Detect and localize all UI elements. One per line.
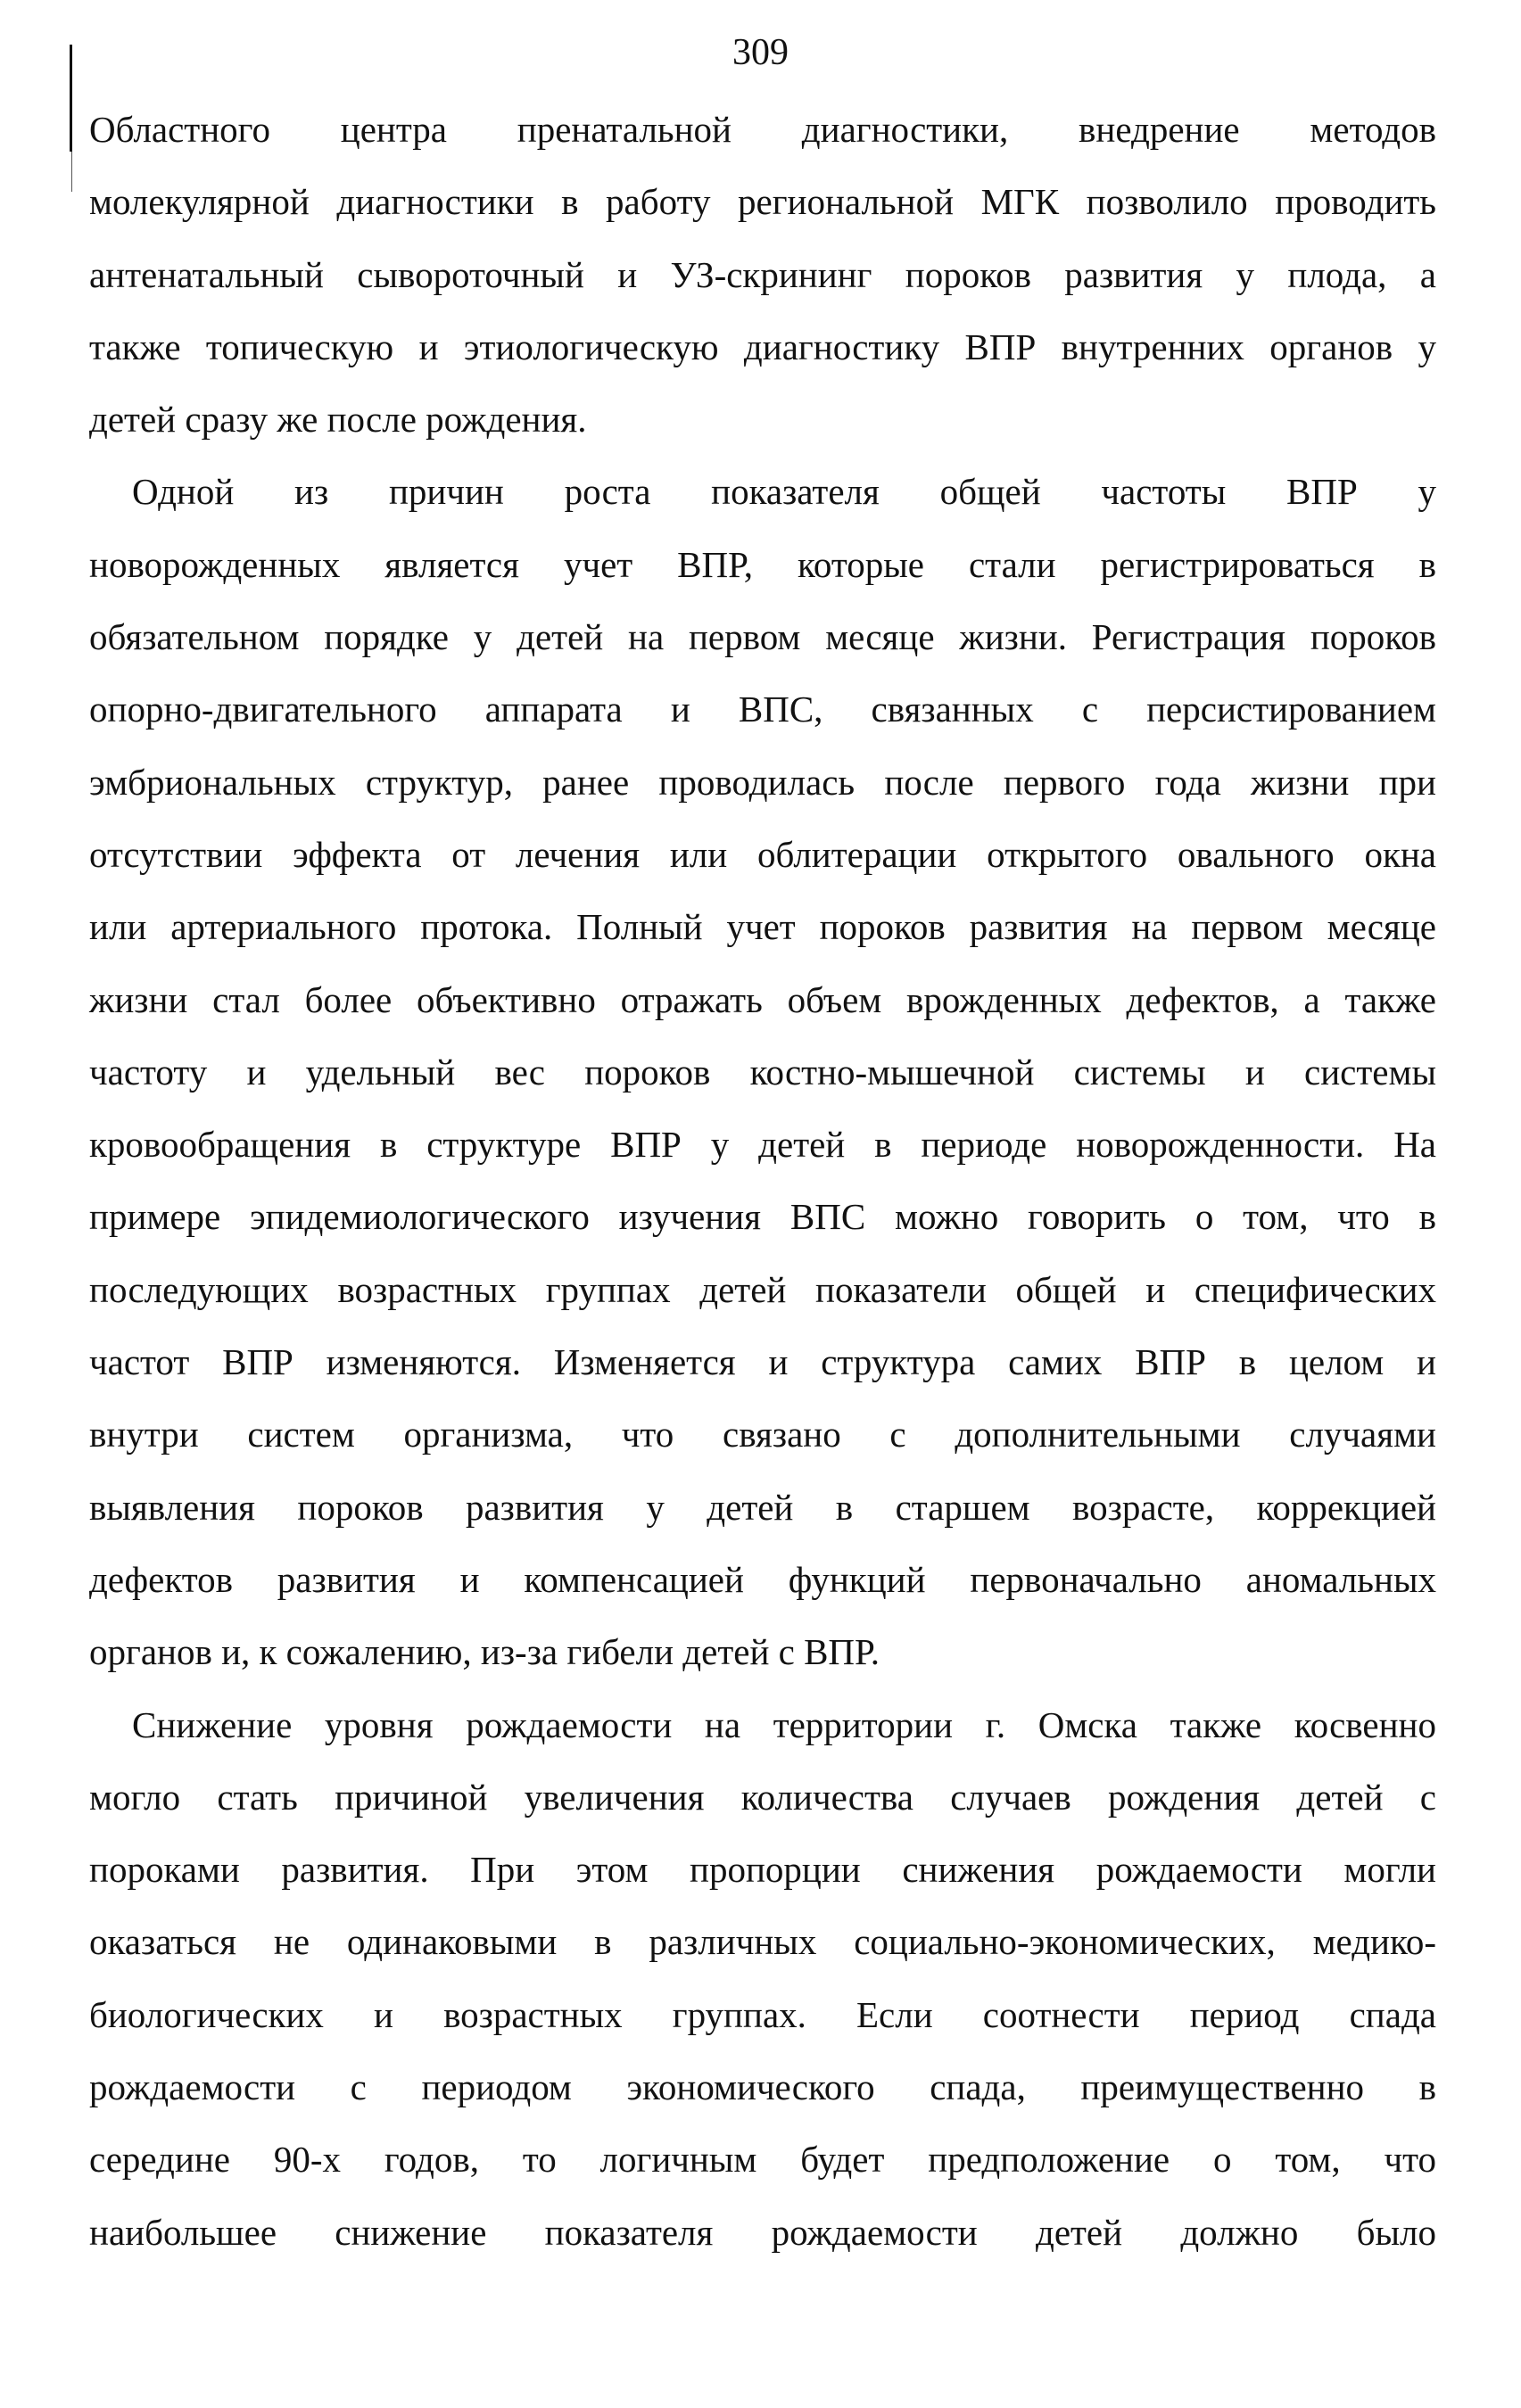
text-line: частот ВПР изменяются. Изменяется и структура самих ВПР в целом и [89, 1341, 1436, 1383]
paragraph-3 [89, 1689, 1436, 2269]
text-line: также топическую и этиологическую диагностику ВПР внутренних органов у [89, 326, 1436, 367]
text-line: обязательном порядке у детей на первом месяце жизни. Регистрация пороков [89, 616, 1436, 658]
text-line: органов и, к сожалению, из-за гибели детей с ВПР. [89, 1631, 880, 1673]
margin-line-thin [71, 152, 72, 192]
text-line: молекулярной диагностики в работу региональной МГК позволило проводить [89, 181, 1436, 223]
text-line: биологических и возрастных группах. Если соотнести период спада [89, 1993, 1436, 2035]
text-line: детей сразу же после рождения. [89, 399, 587, 441]
text-line: наибольшее снижение показателя рождаемости детей должно было [89, 2211, 1436, 2253]
text-line: или артериального протока. Полный учет пороков развития на первом месяце [89, 906, 1436, 948]
text-line: примере эпидемиологического изучения ВПС можно говорить о том, что в [89, 1196, 1436, 1238]
paragraph-1 [89, 94, 1436, 456]
text-line: Областного центра пренатальной диагностики, внедрение методов [89, 109, 1436, 150]
text-line: жизни стал более объективно отражать объем врожденных дефектов, а также [89, 978, 1436, 1020]
text-line: эмбриональных структур, ранее проводилась после первого года жизни при [89, 761, 1436, 803]
text-line: Одной из причин роста показателя общей частоты ВПР у [132, 471, 1436, 513]
text-line: пороками развития. При этом пропорции снижения рождаемости могли [89, 1849, 1436, 1891]
paragraph-2 [89, 456, 1436, 1688]
text-line: кровообращения в структуре ВПР у детей в периоде новорожденности. На [89, 1124, 1436, 1166]
text-line: середине 90-х годов, то логичным будет предположение о том, что [89, 2139, 1436, 2181]
text-line: дефектов развития и компенсацией функций первоначально аномальных [89, 1558, 1436, 1600]
text-line: частоту и удельный вес пороков костно-мышечной системы и системы [89, 1051, 1436, 1093]
document-body [89, 94, 1436, 2269]
text-line: рождаемости с периодом экономического спада, преимущественно в [89, 2066, 1436, 2108]
margin-line [70, 45, 72, 152]
text-line: оказаться не одинаковыми в различных социально-экономических, медико- [89, 1921, 1436, 1963]
text-line: антенатальный сывороточный и УЗ-скрининг пороков развития у плода, а [89, 253, 1436, 295]
text-line: отсутствии эффекта от лечения или облитерации открытого овального окна [89, 833, 1436, 875]
text-line: могло стать причиной увеличения количества случаев рождения детей с [89, 1776, 1436, 1818]
text-line: внутри систем организма, что связано с дополнительными случаями [89, 1414, 1436, 1456]
page-number: 309 [732, 32, 789, 73]
text-line: новорожденных является учет ВПР, которые стали регистрироваться в [89, 543, 1436, 585]
text-line: выявления пороков развития у детей в старшем возрасте, коррекцией [89, 1486, 1436, 1528]
text-line: Снижение уровня рождаемости на территории г. Омска также косвенно [132, 1703, 1436, 1745]
text-line: опорно-двигательного аппарата и ВПС, связанных с персистированием [89, 689, 1436, 730]
text-line: последующих возрастных группах детей показатели общей и специфических [89, 1268, 1436, 1310]
